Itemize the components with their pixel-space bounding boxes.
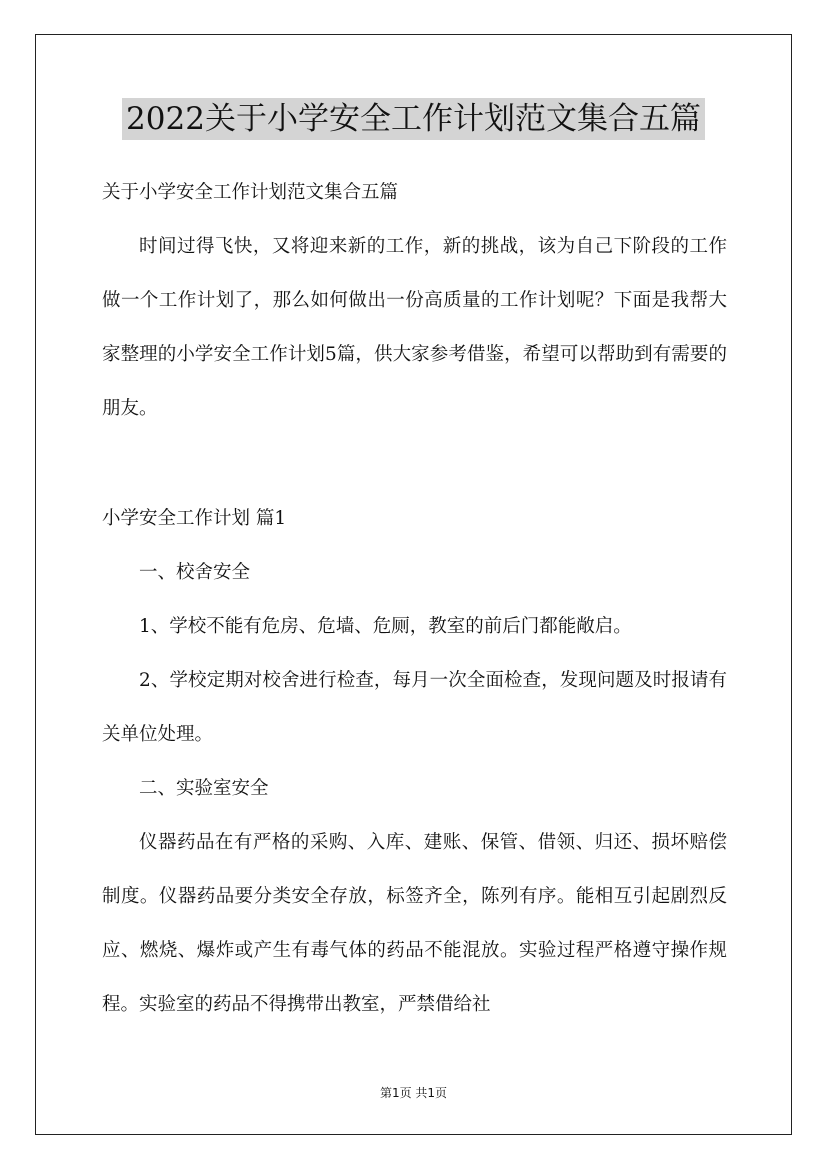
document-body-top bbox=[102, 166, 727, 436]
document-body-section1 bbox=[102, 492, 727, 1032]
section-heading: 小学安全工作计划 篇1 bbox=[102, 508, 287, 529]
sub2-body: 仪器药品在有严格的采购、入库、建账、保管、借领、归还、损坏赔偿制度。仪器药品要分类安全存放，标签齐全，陈列有序。能相互引起剧烈反应、燃烧、爆炸或产生有毒气体的药品不能混放。实验过程严格遵守操作规程。实验室的药品不得携带出教室，严禁借给社 bbox=[102, 832, 727, 1015]
sub1-item2: 2、学校定期对校舍进行检查，每月一次全面检查，发现问题及时报请有关单位处理。 bbox=[102, 670, 727, 745]
sub2-heading: 二、实验室安全 bbox=[139, 778, 269, 799]
subtitle: 关于小学安全工作计划范文集合五篇 bbox=[102, 182, 399, 203]
title-container bbox=[0, 98, 827, 140]
document-title: 2022关于小学安全工作计划范文集合五篇 bbox=[122, 98, 705, 140]
page-footer: 第1页 共1页 bbox=[379, 1086, 448, 1100]
sub1-heading: 一、校舍安全 bbox=[139, 562, 251, 583]
intro-paragraph: 时间过得飞快，又将迎来新的工作，新的挑战，该为自己下阶段的工作做一个工作计划了，那么如何做出一份高质量的工作计划呢？下面是我帮大家整理的小学安全工作计划5篇，供大家参考借鉴，希望可以帮助到有需要的朋友。 bbox=[102, 236, 727, 419]
sub1-item1: 1、学校不能有危房、危墙、危厕，教室的前后门都能敞启。 bbox=[139, 616, 632, 637]
